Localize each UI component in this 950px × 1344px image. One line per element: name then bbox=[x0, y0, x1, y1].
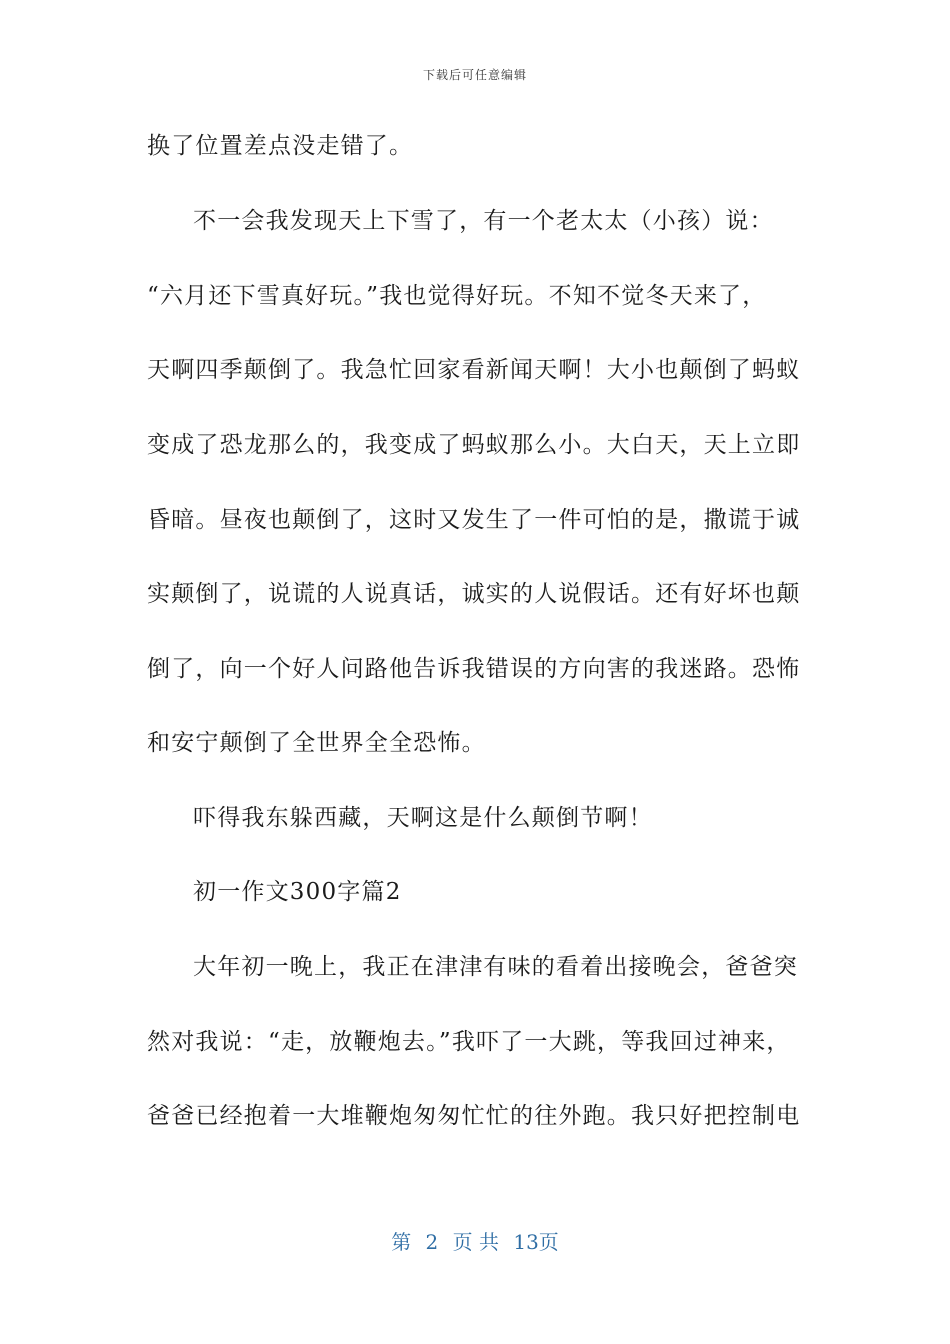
section-heading: 初一作文300字篇2 bbox=[193, 879, 402, 905]
text-line: 和安宁颠倒了全世界全全恐怖。 bbox=[147, 730, 486, 756]
page-footer bbox=[0, 1226, 950, 1255]
footer-page-number: 2 bbox=[425, 1230, 439, 1254]
text-line: 大年初一晚上，我正在津津有味的看着出接晚会，爸爸突 bbox=[193, 954, 798, 980]
footer-total-pages: 13页 bbox=[513, 1230, 559, 1254]
footer-middle: 页 共 bbox=[452, 1230, 499, 1254]
text-line: 吓得我东躲西藏，天啊这是什么颠倒节啊！ bbox=[193, 805, 653, 831]
text-line: 倒了，向一个好人问路他告诉我错误的方向害的我迷路。恐怖 bbox=[147, 656, 801, 682]
text-line: 不一会我发现天上下雪了，有一个老太太（小孩）说： bbox=[193, 208, 774, 234]
header-note: 下载后可任意编辑 bbox=[422, 68, 527, 82]
text-line: 天啊四季颠倒了。我急忙回家看新闻天啊！大小也颠倒了蚂蚁 bbox=[147, 357, 801, 383]
text-line: 实颠倒了，说谎的人说真话，诚实的人说假话。还有好坏也颠 bbox=[147, 581, 801, 607]
text-line: 然对我说：“走，放鞭炮去。”我吓了一大跳，等我回过神来， bbox=[147, 1029, 791, 1055]
footer-prefix: 第 bbox=[391, 1230, 412, 1254]
text-line: 变成了恐龙那么的，我变成了蚂蚁那么小。大白天，天上立即 bbox=[147, 432, 801, 458]
text-line: 爸爸已经抱着一大堆鞭炮匆匆忙忙的往外跑。我只好把控制电 bbox=[147, 1103, 801, 1129]
text-line: 换了位置差点没走错了。 bbox=[147, 133, 414, 159]
text-line: 昏暗。昼夜也颠倒了，这时又发生了一件可怕的是，撒谎于诚 bbox=[147, 507, 801, 533]
text-line: “六月还下雪真好玩。”我也觉得好玩。不知不觉冬天来了， bbox=[147, 283, 767, 309]
